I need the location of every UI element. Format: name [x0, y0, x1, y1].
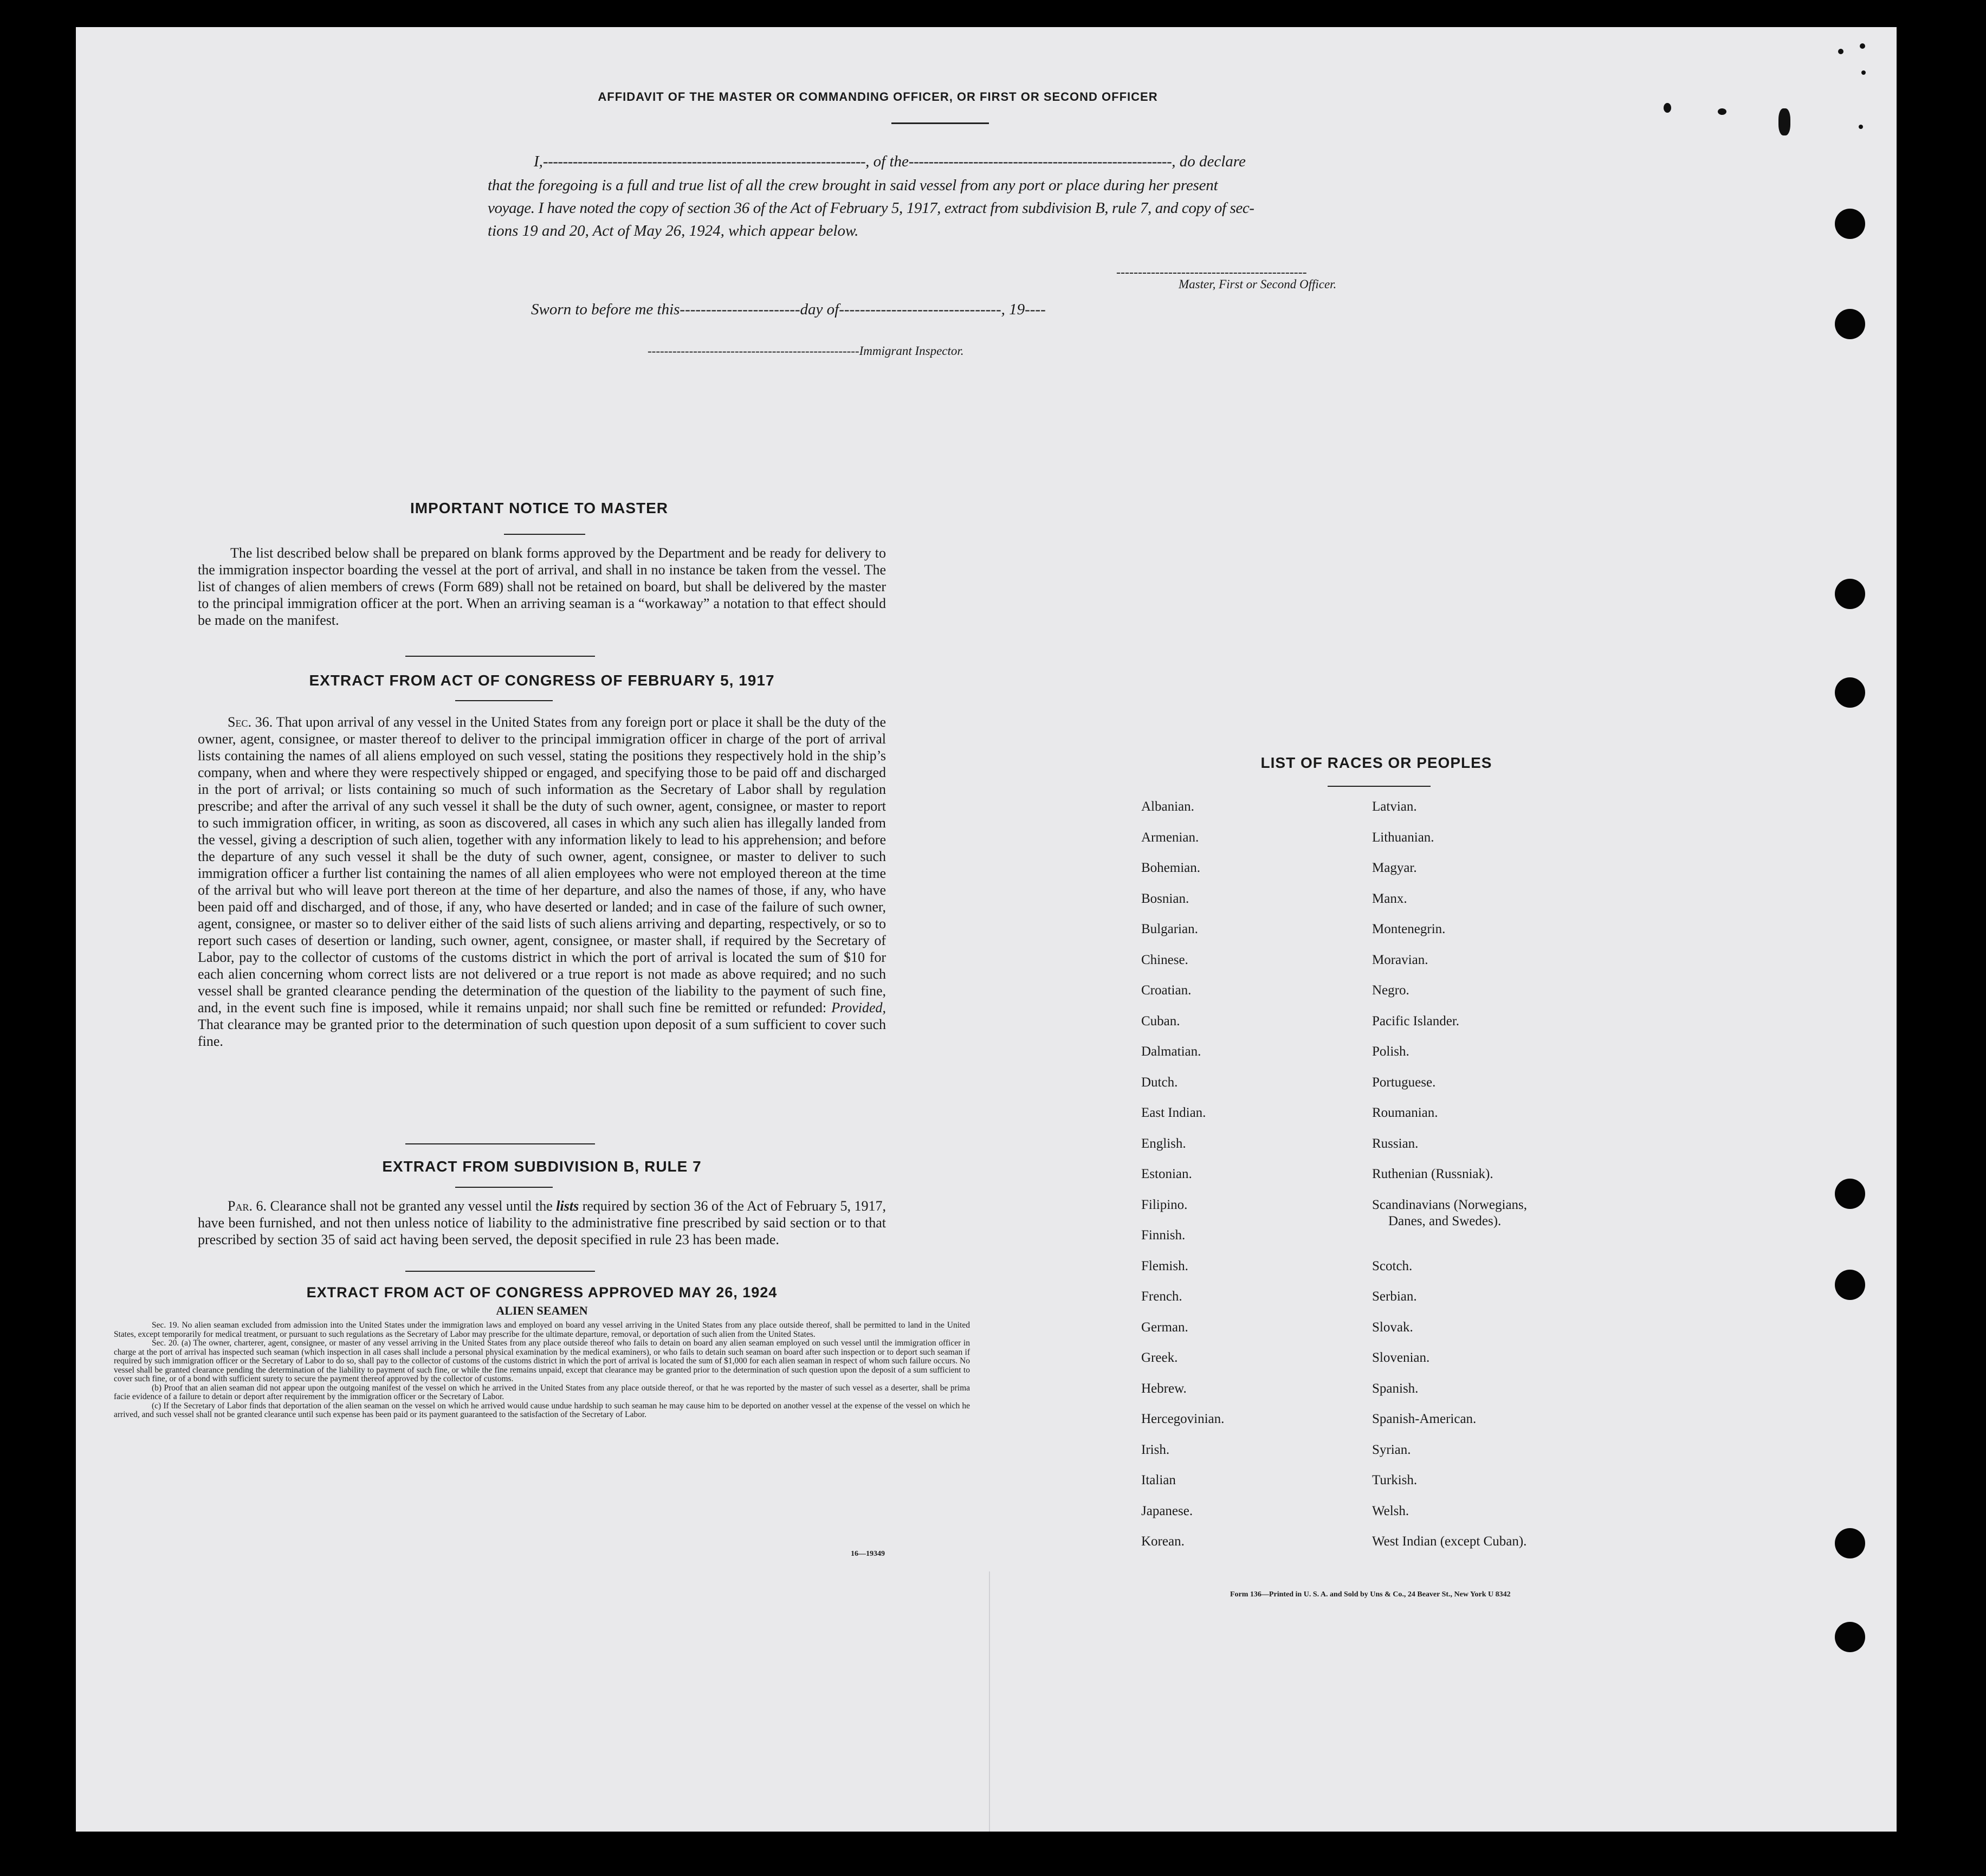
race-item: French. [1141, 1289, 1182, 1304]
race-item: Hebrew. [1141, 1381, 1187, 1396]
race-item: Latvian. [1372, 799, 1417, 814]
binder-hole [1835, 1179, 1865, 1209]
printer-imprint: Form 136—Printed in U. S. A. and Sold by Uns & Co., 24 Beaver St., New York U 8342 [1230, 1590, 1511, 1599]
notice-body [198, 545, 886, 629]
race-item: Ruthenian (Russniak). [1372, 1167, 1493, 1181]
day-of-label: day of [800, 301, 839, 318]
race-item: Scotch. [1372, 1258, 1413, 1273]
races-column-2 [1372, 799, 1527, 1565]
vessel-name-field[interactable]: ----------------------------------------------------- [908, 153, 1172, 170]
race-item: Japanese. [1141, 1503, 1193, 1518]
rule-7-title: EXTRACT FROM SUBDIVISION B, RULE 7 [382, 1158, 702, 1175]
ink-speck [1861, 70, 1866, 75]
extract-1917-rule [455, 700, 553, 701]
ink-speck [1664, 103, 1671, 113]
ink-speck [1838, 49, 1843, 54]
section-36-label: Sec. 36. [228, 714, 273, 730]
extract-1924-title: EXTRACT FROM ACT OF CONGRESS APPROVED MAY 26, 1924 [306, 1284, 778, 1301]
master-signature-field[interactable]: -------------------------------------------- [1116, 266, 1307, 280]
race-item: Scandinavians (Norwegians, [1372, 1197, 1528, 1212]
rule-7-text-a: Clearance shall not be granted any vessel until the [270, 1198, 553, 1214]
rule-7-body [198, 1198, 886, 1248]
affidavit-line-4: tions 19 and 20, Act of May 26, 1924, which appear below. [488, 222, 859, 240]
affidavit-line-2: that the foregoing is a full and true list of all the crew brought in said vessel from any port or place during her present [488, 177, 1218, 194]
declarant-name-field[interactable]: ----------------------------------------------------------------- [542, 153, 866, 170]
paragraph-6-label: Par. 6. [228, 1198, 267, 1214]
extract-1917-title: EXTRACT FROM ACT OF CONGRESS OF FEBRUARY 5, 1917 [309, 672, 775, 689]
race-item: Syrian. [1372, 1442, 1411, 1457]
sworn-month-field[interactable]: ------------------------------- [839, 301, 1001, 318]
sworn-label: Sworn to before me this [531, 301, 680, 318]
title-rule [891, 122, 989, 124]
race-item: Armenian. [1141, 830, 1199, 845]
declare-label: , do declare [1172, 153, 1246, 170]
affidavit-line-1 [485, 153, 1246, 171]
race-item: Flemish. [1141, 1258, 1188, 1273]
race-item: Bosnian. [1141, 891, 1189, 906]
binder-hole [1835, 309, 1865, 339]
section-20c-text: (c) If the Secretary of Labor finds that deportation of the alien seaman on the vessel on which he arrived would cause undue hardship to such seaman he may cause him to be deported on another vessel at the expense of the vessel on which he arrived, and such vessel shall not be granted clearance until such expense has been paid or its payment guaranteed to the satisfaction of the Secretary of Labor. [114, 1401, 970, 1419]
ink-speck [1860, 43, 1865, 49]
binder-hole [1835, 677, 1865, 708]
inspector-label: Immigrant Inspector. [859, 344, 964, 358]
section-19-text: Sec. 19. No alien seaman excluded from admission into the United States under the immigration laws and employed on board any vessel arriving in the United States from any place outside thereof, shall be permitted to land in the United States, except temporarily for medical treatment, or pursuant to such regulations as the Secretary of Labor may prescribe for the ultimate departure, removal, or deportation of such alien from the United States. [114, 1321, 970, 1339]
inspector-line [648, 344, 964, 358]
race-item: Serbian. [1372, 1289, 1417, 1304]
declarant-label: I, [534, 153, 543, 170]
section-20a-text: Sec. 20. (a) The owner, charterer, agent, consignee, or master of any vessel arriving in the United States from any place outside thereof who fails to detain on board any alien seaman employed on such vessel until the immigration officer in charge at the port of arrival has inspected such seaman (which inspection in all cases shall include a personal physical examination by the medical examiners), or who fails to detain such seaman on board after such inspection or to deport such seaman if required by such immigration officer or the Secretary of Labor to do so, shall pay to the collector of customs of the customs district in which the port of arrival is located the sum of $1,000 for each alien seaman in respect of whom such failure occurs. No vessel shall be granted clearance pending the determination of the liability to payment of such fine, or while the fine remains unpaid, except that clearance may be granted prior to the determination of such question upon the deposit of a sum sufficient to cover such fine, or of a bond with sufficient surety to secure the payment thereof approved by the collector of customs. [114, 1338, 970, 1383]
notice-text: The list described below shall be prepared on blank forms approved by the Department and be ready for delivery to the immigration inspector boarding the vessel at the port of arrival, and shall in no instance be taken from the vessel. The list of changes of alien members of crews (Form 689) shall not be retained on board, but shall be delivered by the master to the principal immigration officer at the port. When an arriving seaman is a “workaway” a notation to that effect should be made on the manifest. [198, 545, 886, 628]
ink-speck [1778, 108, 1790, 135]
race-item: English. [1141, 1136, 1186, 1151]
section-36-text-a: That upon arrival of any vessel in the United States from any foreign port or place it shall be the duty of the owner, agent, consignee, or master thereof to deliver to the principal immigration officer in charge of the port of arrival lists containing the names of all aliens employed on such vessel, stating the positions they respectively hold in the ship’s company, when and where they were respectively shipped or engaged, and specifying those to be paid off and discharged in the port of arrival; or lists containing so much of such information as the Secretary of Labor shall by regulation prescribe; and after the arrival of any such vessel it shall be the duty of such owner, agent, consignee, or master to report to such immigration officer, in writing, as soon as discovered, all cases in which any such alien has illegally landed from the vessel, giving a description of such alien, together with any information likely to lead to his apprehension; and before the departure of any such vessel it shall be the duty of such owner, agent, consignee, or master to deliver to such immigration officer a further list containing the names of all alien employees who were not employed thereon at the time of the arrival but who will leave port thereon at the time of her departure, and also the names of those, if any, who have been paid off and discharged, and of those, if any, who have deserted or landed; and in case of the failure of such owner, agent, consignee, or master so to deliver either of the said lists of such aliens arriving and departing, respectively, or so to report such cases of desertion or landing, such owner, agent, consignee, or master shall, if required by the Secretary of Labor, pay to the collector of customs of the customs district in which the port of arrival is located the sum of $10 for each alien concerning whom correct lists are not delivered or a true report is not made as above required; and no such vessel shall be granted clearance pending the determination of the question of the liability to the payment of such fine, and, in the event such fine is imposed, while it remains unpaid; nor shall such fine be remitted or refunded: [198, 714, 886, 1015]
race-item: Polish. [1372, 1044, 1409, 1059]
race-item: Chinese. [1141, 952, 1188, 967]
affidavit-title: AFFIDAVIT OF THE MASTER OR COMMANDING OFFICER, OR FIRST OR SECOND OFFICER [598, 90, 1158, 103]
rule-7-rule [455, 1187, 553, 1188]
race-item: Magyar. [1372, 861, 1417, 875]
race-item: Croatian. [1141, 983, 1192, 998]
notice-rule [504, 534, 585, 535]
notice-title: IMPORTANT NOTICE TO MASTER [410, 500, 669, 516]
section-20b-text: (b) Proof that an alien seaman did not appear upon the outgoing manifest of the vessel on which he arrived in the United States from any place outside thereof, or that he was reported by the master of such vessel as a deserter, shall be prima facie evidence of a failure to detain or deport after requirement by the immigration officer or the Secretary of Labor. [114, 1383, 970, 1401]
race-item: Albanian. [1141, 799, 1194, 814]
sworn-year-field[interactable]: ---- [1025, 301, 1046, 318]
ink-speck [1859, 125, 1863, 129]
race-item: Portuguese. [1372, 1075, 1436, 1090]
binder-hole [1835, 1270, 1865, 1300]
section-rule [405, 1143, 595, 1144]
race-item: Danes, and Swedes). [1388, 1213, 1502, 1228]
race-item: Hercegovinian. [1141, 1412, 1225, 1426]
lists-word: lists [556, 1198, 579, 1214]
of-the-label: , of the [865, 153, 909, 170]
races-rule [1328, 786, 1431, 787]
form-number: 16—19349 [851, 1550, 885, 1558]
affidavit-line-3: voyage. I have noted the copy of section 36 of the Act of February 5, 1917, extract from subdivision B, rule 7, and copy of sec- [488, 199, 1254, 217]
race-item: Manx. [1372, 891, 1407, 906]
section-rule [405, 656, 595, 657]
race-item: Slovenian. [1372, 1350, 1430, 1365]
extract-1917-body [198, 714, 886, 1050]
sworn-day-field[interactable]: ----------------------- [680, 301, 800, 318]
race-item: Slovak. [1372, 1319, 1413, 1335]
binder-hole [1835, 1622, 1865, 1652]
race-item: Greek. [1141, 1350, 1178, 1365]
race-item: Negro. [1372, 983, 1409, 998]
race-item: Italian [1141, 1473, 1176, 1487]
master-signature-label: Master, First or Second Officer. [1179, 277, 1337, 291]
race-item: Russian. [1372, 1136, 1419, 1151]
alien-seamen-subtitle: ALIEN SEAMEN [496, 1304, 588, 1317]
document-sheet [76, 27, 1897, 1832]
race-item: Spanish-American. [1372, 1412, 1477, 1426]
provided-word: Provided, [831, 1000, 886, 1015]
fold-line [989, 1571, 990, 1832]
race-item: Roumanian. [1372, 1105, 1438, 1120]
race-item: Dutch. [1141, 1075, 1178, 1090]
race-item: Spanish. [1372, 1381, 1419, 1396]
race-item: Welsh. [1372, 1503, 1409, 1518]
race-item: West Indian (except Cuban). [1372, 1534, 1527, 1549]
race-item: German. [1141, 1319, 1188, 1335]
ink-speck [1718, 108, 1726, 115]
sworn-line [485, 301, 1046, 319]
race-item: Estonian. [1141, 1167, 1192, 1181]
races-column-1 [1141, 799, 1224, 1565]
race-item: Turkish. [1372, 1473, 1418, 1487]
extract-1924-body [114, 1321, 970, 1420]
race-item: Dalmatian. [1141, 1044, 1201, 1059]
rule-7-text-b: required by section 36 of the Act of February 5, 1917, have been furnished, and not then unless notice of liability to the administrative fine prescribed by said section or to that prescribed by section 35 of said act having been served, the deposit specified in rule 23 has been made. [198, 1198, 887, 1247]
race-item: Korean. [1141, 1534, 1185, 1549]
inspector-signature-field[interactable]: --------------------------------------------------- [648, 344, 859, 358]
binder-hole [1835, 579, 1865, 609]
race-item: Cuban. [1141, 1013, 1180, 1028]
race-item: Irish. [1141, 1442, 1170, 1457]
races-title: LIST OF RACES OR PEOPLES [1260, 754, 1492, 771]
race-item: Lithuanian. [1372, 830, 1434, 845]
binder-hole [1835, 1528, 1865, 1558]
year-label: , 19 [1001, 301, 1025, 318]
race-item: Pacific Islander. [1372, 1013, 1460, 1028]
race-item: Bohemian. [1141, 861, 1201, 875]
section-rule [405, 1271, 595, 1272]
race-item: Filipino. [1141, 1197, 1188, 1212]
race-item: Moravian. [1372, 952, 1428, 967]
section-36-text-b: That clearance may be granted prior to the determination of such question upon deposit of a sum sufficient to cover such fine. [198, 1017, 886, 1049]
race-item: Bulgarian. [1141, 922, 1198, 936]
race-item: East Indian. [1141, 1105, 1206, 1120]
binder-hole [1835, 209, 1865, 239]
race-item: Montenegrin. [1372, 922, 1446, 936]
race-item: Finnish. [1141, 1228, 1186, 1243]
